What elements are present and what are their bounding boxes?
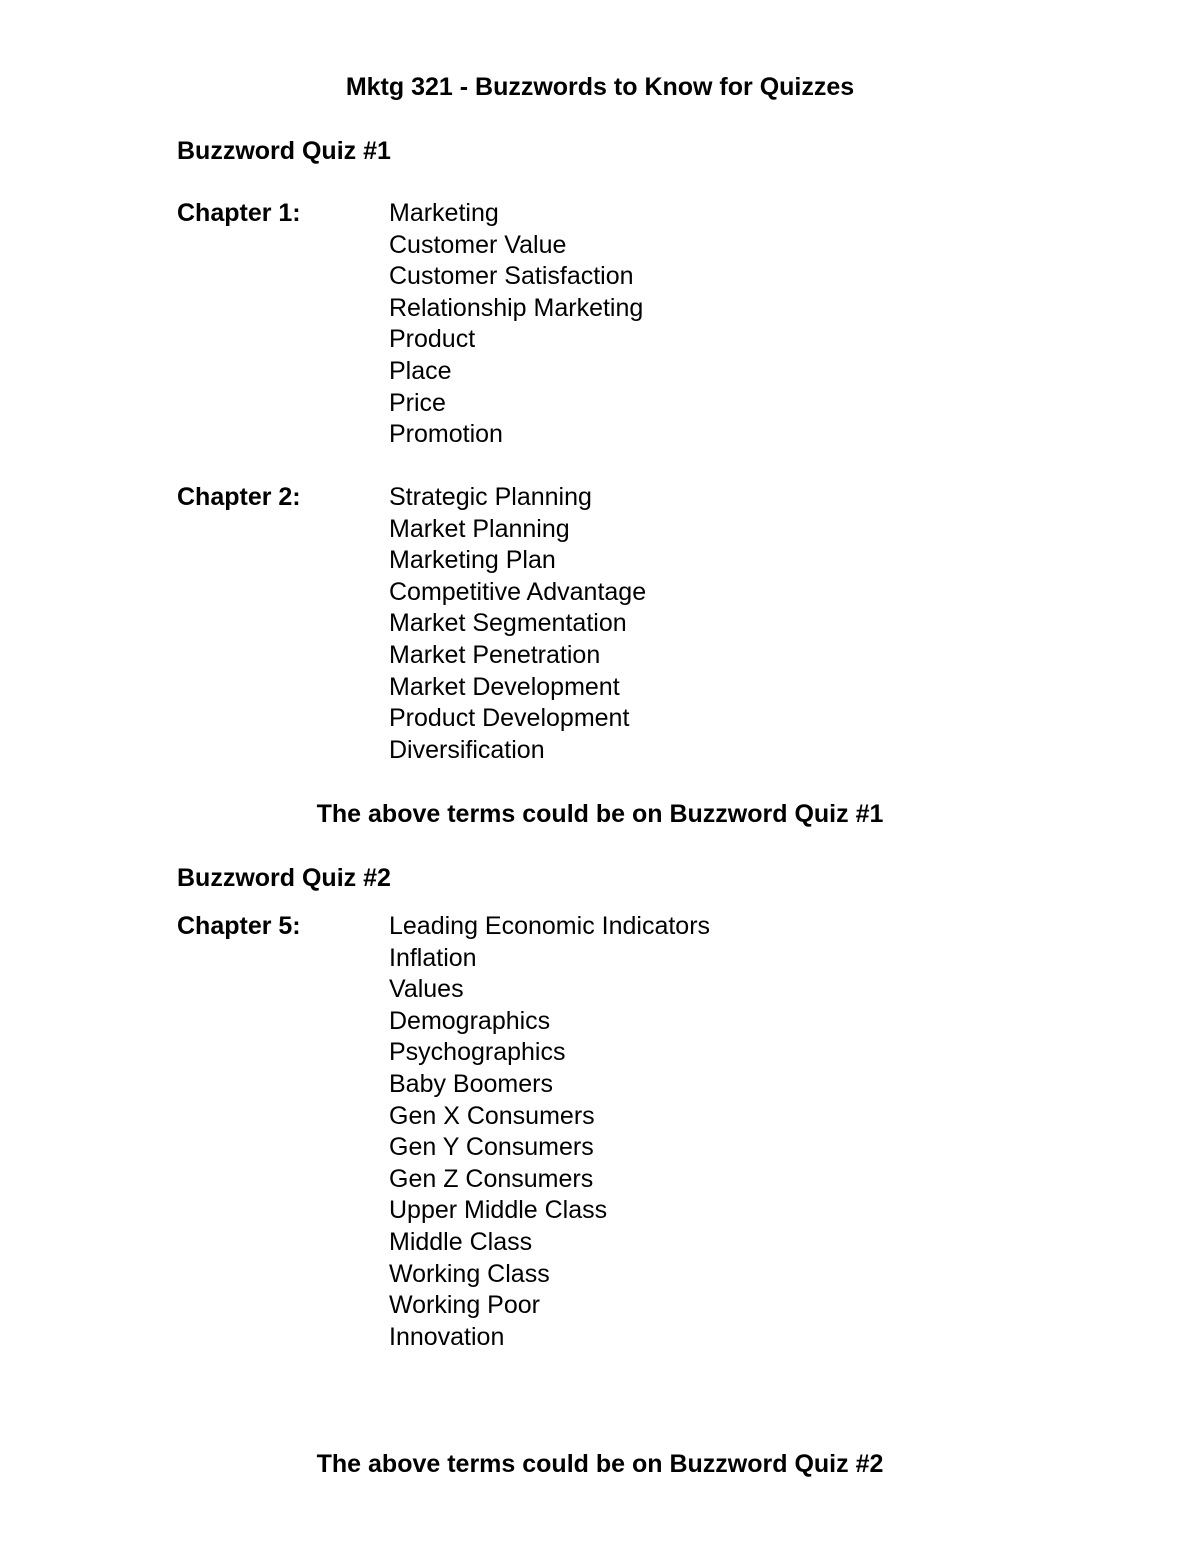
term-item: Place xyxy=(389,356,452,385)
term-item: Diversification xyxy=(389,735,545,764)
chapter-1-label: Chapter 1: xyxy=(177,199,301,227)
term-item: Inflation xyxy=(389,943,477,972)
term-item: Product Development xyxy=(389,704,630,733)
term-item: Competitive Advantage xyxy=(389,577,647,606)
term-item: Leading Economic Indicators xyxy=(389,912,711,940)
term-item: Marketing Plan xyxy=(389,546,556,575)
term-item: Marketing xyxy=(389,199,499,227)
term-item: Working Class xyxy=(389,1259,550,1288)
quiz-1-heading: Buzzword Quiz #1 xyxy=(177,137,391,165)
quiz-1-note: The above terms could be on Buzzword Quiz #1 xyxy=(316,800,884,828)
term-item: Gen X Consumers xyxy=(389,1101,595,1130)
term-item: Gen Z Consumers xyxy=(389,1164,594,1193)
term-item: Strategic Planning xyxy=(389,483,592,511)
term-item: Market Planning xyxy=(389,514,570,543)
term-item: Market Segmentation xyxy=(389,609,627,638)
chapter-2-terms xyxy=(389,482,646,766)
quiz-2-note: The above terms could be on Buzzword Quiz #2 xyxy=(316,1450,884,1478)
term-item: Promotion xyxy=(389,420,503,449)
term-item: Baby Boomers xyxy=(389,1069,553,1098)
quiz-2-heading: Buzzword Quiz #2 xyxy=(177,864,391,892)
term-item: Psychographics xyxy=(389,1038,566,1067)
chapter-5-label: Chapter 5: xyxy=(177,912,301,940)
term-item: Price xyxy=(389,388,446,417)
term-item: Product xyxy=(389,325,476,354)
term-item: Working Poor xyxy=(389,1291,540,1320)
term-item: Innovation xyxy=(389,1322,505,1351)
term-item: Customer Value xyxy=(389,230,567,259)
term-item: Market Development xyxy=(389,672,620,701)
term-item: Customer Satisfaction xyxy=(389,262,634,291)
term-item: Upper Middle Class xyxy=(389,1196,608,1225)
term-item: Market Penetration xyxy=(389,640,601,669)
chapter-5-terms xyxy=(389,911,710,1353)
term-item: Demographics xyxy=(389,1006,551,1035)
term-item: Values xyxy=(389,975,464,1004)
term-item: Middle Class xyxy=(389,1227,533,1256)
chapter-2-label: Chapter 2: xyxy=(177,483,301,511)
term-item: Gen Y Consumers xyxy=(389,1133,594,1162)
term-item: Relationship Marketing xyxy=(389,293,644,322)
chapter-1-terms xyxy=(389,198,643,451)
page-title: Mktg 321 - Buzzwords to Know for Quizzes xyxy=(345,73,855,101)
